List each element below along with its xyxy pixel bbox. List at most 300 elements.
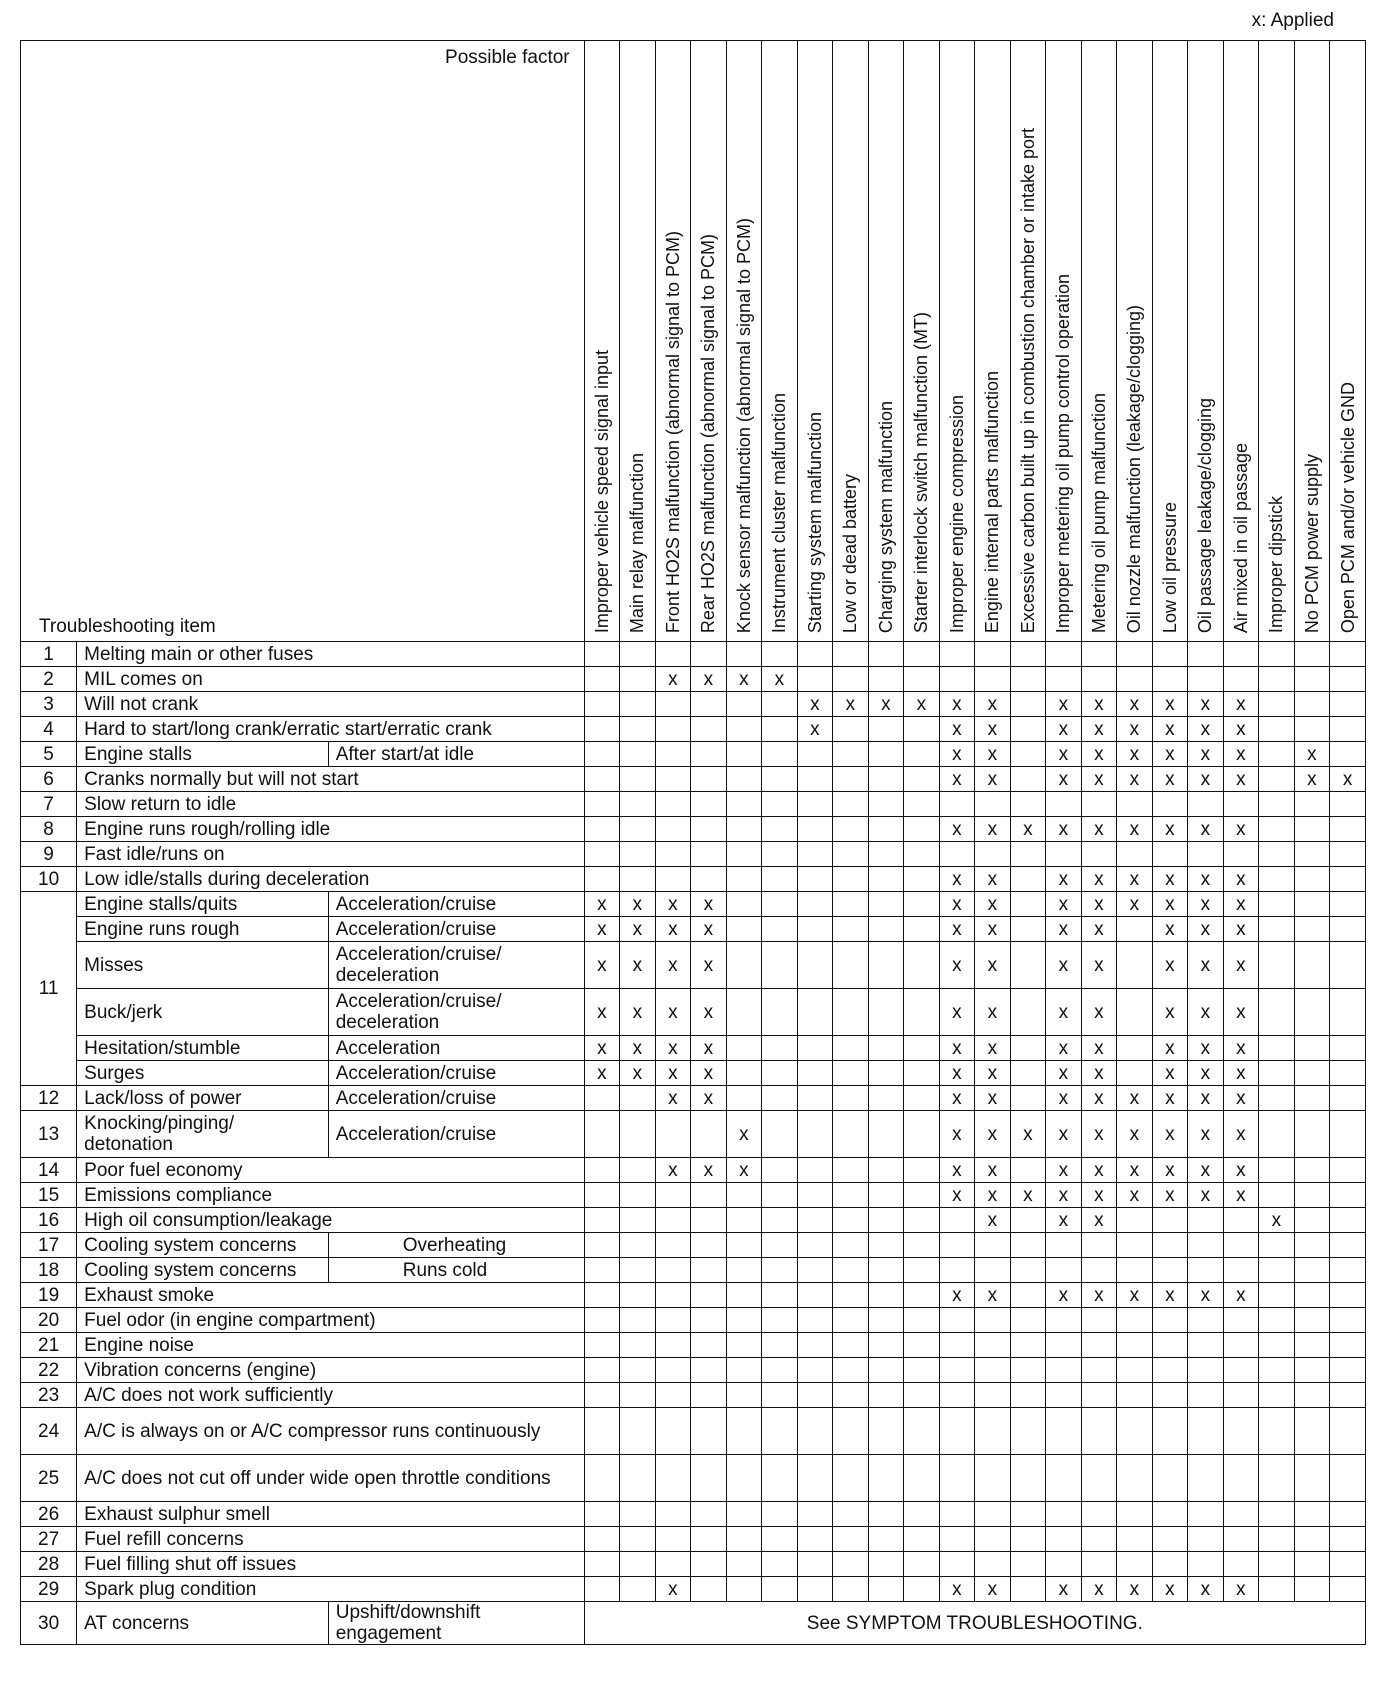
empty-cell: [1046, 1383, 1082, 1408]
empty-cell: [975, 1502, 1011, 1527]
factor-header: [620, 41, 656, 642]
empty-cell: [1010, 1308, 1046, 1333]
applied-mark: x: [1188, 1158, 1224, 1183]
empty-cell: [691, 717, 727, 742]
empty-cell: [797, 1061, 833, 1086]
applied-mark: x: [1117, 717, 1153, 742]
applied-mark: x: [939, 817, 975, 842]
item-label: Fast idle/runs on: [77, 842, 585, 867]
empty-cell: [1010, 667, 1046, 692]
empty-cell: [620, 1308, 656, 1333]
empty-cell: [762, 1208, 798, 1233]
item-label: Buck/jerk: [77, 989, 329, 1036]
empty-cell: [726, 1527, 762, 1552]
empty-cell: [655, 1233, 691, 1258]
item-condition: Acceleration/cruise/ deceleration: [328, 989, 584, 1036]
empty-cell: [762, 692, 798, 717]
empty-cell: [797, 917, 833, 942]
applied-mark: x: [939, 717, 975, 742]
empty-cell: [939, 1233, 975, 1258]
empty-cell: [1259, 1036, 1295, 1061]
applied-mark: x: [1188, 767, 1224, 792]
factor-header: [1188, 41, 1224, 642]
empty-cell: [797, 1552, 833, 1577]
empty-cell: [1081, 1333, 1117, 1358]
applied-mark: x: [1188, 1086, 1224, 1111]
empty-cell: [904, 1358, 940, 1383]
empty-cell: [1259, 1308, 1295, 1333]
empty-cell: [620, 1333, 656, 1358]
applied-mark: x: [691, 942, 727, 989]
empty-cell: [691, 792, 727, 817]
empty-cell: [1117, 1383, 1153, 1408]
empty-cell: [904, 717, 940, 742]
empty-cell: [1010, 742, 1046, 767]
empty-cell: [833, 717, 869, 742]
empty-cell: [584, 842, 620, 867]
empty-cell: [833, 1283, 869, 1308]
empty-cell: [584, 792, 620, 817]
factor-label: Air mixed in oil passage: [1230, 442, 1251, 633]
applied-mark: x: [691, 1036, 727, 1061]
empty-cell: [833, 1183, 869, 1208]
item-label: Slow return to idle: [77, 792, 585, 817]
empty-cell: [1010, 842, 1046, 867]
empty-cell: [797, 1455, 833, 1502]
applied-mark: x: [691, 917, 727, 942]
applied-mark: x: [1117, 867, 1153, 892]
empty-cell: [655, 1183, 691, 1208]
applied-mark: x: [975, 1283, 1011, 1308]
applied-mark: x: [1046, 1036, 1082, 1061]
empty-cell: [584, 642, 620, 667]
empty-cell: [1117, 1061, 1153, 1086]
empty-cell: [833, 1333, 869, 1358]
row-number: 20: [21, 1308, 77, 1333]
empty-cell: [762, 892, 798, 917]
applied-mark: x: [1188, 942, 1224, 989]
factor-header: [868, 41, 904, 642]
empty-cell: [1330, 1061, 1366, 1086]
empty-cell: [1294, 792, 1330, 817]
empty-cell: [1294, 817, 1330, 842]
empty-cell: [1010, 1208, 1046, 1233]
table-row: [21, 989, 1366, 1036]
empty-cell: [1259, 1408, 1295, 1455]
table-row: [21, 1527, 1366, 1552]
applied-mark: x: [1188, 1283, 1224, 1308]
empty-cell: [726, 1258, 762, 1283]
row-number: 15: [21, 1183, 77, 1208]
applied-mark: x: [1188, 892, 1224, 917]
empty-cell: [1010, 1036, 1046, 1061]
empty-cell: [904, 1333, 940, 1358]
empty-cell: [1259, 1061, 1295, 1086]
empty-cell: [1117, 1308, 1153, 1333]
empty-cell: [762, 717, 798, 742]
empty-cell: [762, 1258, 798, 1283]
empty-cell: [904, 767, 940, 792]
empty-cell: [620, 842, 656, 867]
table-row: [21, 1333, 1366, 1358]
applied-mark: x: [939, 1111, 975, 1158]
item-label: Engine stalls: [77, 742, 329, 767]
item-condition: Acceleration/cruise: [328, 1111, 584, 1158]
empty-cell: [1330, 1086, 1366, 1111]
empty-cell: [868, 667, 904, 692]
applied-mark: x: [939, 1061, 975, 1086]
applied-mark: x: [1046, 717, 1082, 742]
empty-cell: [1259, 1158, 1295, 1183]
empty-cell: [975, 1258, 1011, 1283]
applied-mark: x: [584, 892, 620, 917]
table-row: [21, 1552, 1366, 1577]
empty-cell: [1330, 742, 1366, 767]
empty-cell: [833, 1233, 869, 1258]
applied-mark: x: [1046, 1577, 1082, 1602]
empty-cell: [726, 1577, 762, 1602]
empty-cell: [655, 817, 691, 842]
empty-cell: [868, 1527, 904, 1552]
factor-label: Oil passage leakage/clogging: [1195, 397, 1216, 633]
applied-mark: x: [1223, 1577, 1259, 1602]
applied-mark: x: [1223, 917, 1259, 942]
empty-cell: [1259, 667, 1295, 692]
empty-cell: [1117, 1552, 1153, 1577]
empty-cell: [762, 1383, 798, 1408]
empty-cell: [1081, 1258, 1117, 1283]
empty-cell: [1117, 1455, 1153, 1502]
applied-mark: x: [1188, 1183, 1224, 1208]
applied-mark: x: [1010, 817, 1046, 842]
item-condition: Acceleration/cruise: [328, 917, 584, 942]
table-row: [21, 1602, 1366, 1645]
empty-cell: [762, 642, 798, 667]
empty-cell: [620, 1383, 656, 1408]
item-label: Poor fuel economy: [77, 1158, 585, 1183]
empty-cell: [833, 667, 869, 692]
empty-cell: [726, 1333, 762, 1358]
empty-cell: [762, 1502, 798, 1527]
empty-cell: [797, 817, 833, 842]
empty-cell: [762, 1086, 798, 1111]
empty-cell: [1330, 1308, 1366, 1333]
empty-cell: [655, 1408, 691, 1455]
header-row: [21, 41, 1366, 642]
applied-mark: x: [1223, 1183, 1259, 1208]
empty-cell: [1259, 989, 1295, 1036]
applied-mark: x: [620, 1061, 656, 1086]
empty-cell: [1259, 1502, 1295, 1527]
empty-cell: [1152, 1383, 1188, 1408]
empty-cell: [939, 642, 975, 667]
row-number: 19: [21, 1283, 77, 1308]
empty-cell: [1188, 1383, 1224, 1408]
applied-mark: x: [1152, 1111, 1188, 1158]
empty-cell: [1081, 667, 1117, 692]
empty-cell: [584, 667, 620, 692]
empty-cell: [1259, 1086, 1295, 1111]
applied-mark: x: [975, 717, 1011, 742]
factor-label: Improper engine compression: [946, 394, 967, 633]
empty-cell: [1330, 1036, 1366, 1061]
empty-cell: [904, 1455, 940, 1502]
factor-label: Excessive carbon built up in combustion chamber or intake port: [1017, 127, 1038, 633]
applied-mark: x: [1117, 1111, 1153, 1158]
applied-mark: x: [1152, 717, 1188, 742]
empty-cell: [1010, 1577, 1046, 1602]
empty-cell: [584, 1383, 620, 1408]
applied-mark: x: [691, 989, 727, 1036]
applied-mark: x: [1152, 989, 1188, 1036]
applied-mark: x: [975, 989, 1011, 1036]
applied-mark: x: [1188, 1061, 1224, 1086]
empty-cell: [620, 1258, 656, 1283]
applied-mark: x: [1081, 692, 1117, 717]
empty-cell: [1259, 1183, 1295, 1208]
empty-cell: [1330, 692, 1366, 717]
empty-cell: [1188, 792, 1224, 817]
empty-cell: [833, 742, 869, 767]
applied-mark: x: [620, 1036, 656, 1061]
applied-mark: x: [1046, 1183, 1082, 1208]
empty-cell: [904, 817, 940, 842]
applied-mark: x: [655, 1158, 691, 1183]
empty-cell: [868, 1183, 904, 1208]
applied-mark: x: [691, 667, 727, 692]
applied-mark: x: [975, 1061, 1011, 1086]
empty-cell: [655, 842, 691, 867]
empty-cell: [1259, 942, 1295, 989]
applied-mark: x: [1188, 1036, 1224, 1061]
applied-mark: x: [726, 667, 762, 692]
empty-cell: [1046, 1258, 1082, 1283]
empty-cell: [1259, 1527, 1295, 1552]
applied-mark: x: [1081, 989, 1117, 1036]
empty-cell: [1117, 1233, 1153, 1258]
empty-cell: [1294, 1258, 1330, 1283]
empty-cell: [1259, 642, 1295, 667]
empty-cell: [797, 892, 833, 917]
applied-mark: x: [1223, 1283, 1259, 1308]
empty-cell: [620, 692, 656, 717]
empty-cell: [655, 1502, 691, 1527]
empty-cell: [726, 1183, 762, 1208]
applied-mark: x: [1188, 742, 1224, 767]
applied-mark: x: [1117, 892, 1153, 917]
item-label: Vibration concerns (engine): [77, 1358, 585, 1383]
possible-factor-label: Possible factor: [445, 47, 570, 68]
applied-mark: x: [1223, 942, 1259, 989]
factor-label: Engine internal parts malfunction: [982, 370, 1003, 633]
empty-cell: [1152, 642, 1188, 667]
item-label: A/C does not work sufficiently: [77, 1383, 585, 1408]
empty-cell: [797, 1208, 833, 1233]
empty-cell: [1081, 1358, 1117, 1383]
empty-cell: [655, 1111, 691, 1158]
applied-mark: x: [655, 989, 691, 1036]
empty-cell: [1010, 717, 1046, 742]
applied-mark: x: [939, 867, 975, 892]
empty-cell: [655, 1358, 691, 1383]
applied-mark: x: [655, 892, 691, 917]
row-number: 18: [21, 1258, 77, 1283]
table-row: [21, 1283, 1366, 1308]
empty-cell: [726, 1502, 762, 1527]
empty-cell: [726, 1233, 762, 1258]
factor-label: Improper dipstick: [1266, 495, 1287, 633]
empty-cell: [691, 1502, 727, 1527]
empty-cell: [1010, 1158, 1046, 1183]
empty-cell: [762, 1036, 798, 1061]
applied-mark: x: [1081, 1111, 1117, 1158]
applied-mark: x: [1223, 692, 1259, 717]
empty-cell: [904, 1577, 940, 1602]
applied-mark: x: [1223, 1086, 1259, 1111]
empty-cell: [797, 1577, 833, 1602]
applied-mark: x: [1081, 1577, 1117, 1602]
item-label: Cooling system concerns: [77, 1233, 329, 1258]
empty-cell: [655, 1552, 691, 1577]
applied-mark: x: [1223, 742, 1259, 767]
empty-cell: [1330, 1208, 1366, 1233]
empty-cell: [975, 667, 1011, 692]
empty-cell: [1330, 917, 1366, 942]
empty-cell: [655, 1308, 691, 1333]
empty-cell: [584, 1577, 620, 1602]
empty-cell: [655, 1258, 691, 1283]
row-number: 3: [21, 692, 77, 717]
factor-label: Charging system malfunction: [875, 400, 896, 633]
empty-cell: [762, 1552, 798, 1577]
item-label: Engine stalls/quits: [77, 892, 329, 917]
empty-cell: [691, 1258, 727, 1283]
applied-mark: x: [939, 942, 975, 989]
factor-header: [1010, 41, 1046, 642]
empty-cell: [939, 1383, 975, 1408]
row-number: 11: [21, 892, 77, 1086]
table-row: [21, 1358, 1366, 1383]
empty-cell: [833, 642, 869, 667]
applied-mark: x: [1046, 692, 1082, 717]
empty-cell: [833, 1358, 869, 1383]
empty-cell: [762, 867, 798, 892]
applied-mark: x: [939, 1183, 975, 1208]
table-row: [21, 917, 1366, 942]
empty-cell: [1081, 1308, 1117, 1333]
applied-mark: x: [1152, 1061, 1188, 1086]
empty-cell: [655, 1383, 691, 1408]
applied-mark: x: [1259, 1208, 1295, 1233]
empty-cell: [1117, 1358, 1153, 1383]
applied-mark: x: [939, 1283, 975, 1308]
factor-label: Improper metering oil pump control operation: [1053, 273, 1074, 633]
empty-cell: [904, 1036, 940, 1061]
applied-mark: x: [1081, 892, 1117, 917]
item-label: Cooling system concerns: [77, 1258, 329, 1283]
applied-mark: x: [939, 692, 975, 717]
empty-cell: [1294, 642, 1330, 667]
empty-cell: [762, 1577, 798, 1602]
applied-mark: x: [1117, 742, 1153, 767]
row-number: 12: [21, 1086, 77, 1111]
table-row: [21, 817, 1366, 842]
factor-header: [584, 41, 620, 642]
applied-mark: x: [975, 742, 1011, 767]
empty-cell: [975, 1527, 1011, 1552]
empty-cell: [691, 1383, 727, 1408]
empty-cell: [726, 1552, 762, 1577]
empty-cell: [1330, 1455, 1366, 1502]
empty-cell: [1294, 1455, 1330, 1502]
empty-cell: [691, 1358, 727, 1383]
empty-cell: [1046, 1408, 1082, 1455]
row-number: 4: [21, 717, 77, 742]
empty-cell: [1046, 1527, 1082, 1552]
empty-cell: [1081, 1408, 1117, 1455]
empty-cell: [762, 942, 798, 989]
empty-cell: [833, 1111, 869, 1158]
applied-mark: x: [1330, 767, 1366, 792]
empty-cell: [939, 1208, 975, 1233]
table-row: [21, 892, 1366, 917]
empty-cell: [1081, 1502, 1117, 1527]
table-row: [21, 667, 1366, 692]
item-label: Exhaust sulphur smell: [77, 1502, 585, 1527]
applied-mark: x: [1223, 717, 1259, 742]
empty-cell: [1223, 1208, 1259, 1233]
empty-cell: [1117, 1527, 1153, 1552]
empty-cell: [797, 1527, 833, 1552]
applied-mark: x: [1081, 1158, 1117, 1183]
empty-cell: [904, 1408, 940, 1455]
empty-cell: [620, 1358, 656, 1383]
empty-cell: [975, 1233, 1011, 1258]
applied-mark: x: [1046, 767, 1082, 792]
empty-cell: [1188, 1208, 1224, 1233]
item-label: Emissions compliance: [77, 1183, 585, 1208]
empty-cell: [1330, 817, 1366, 842]
empty-cell: [904, 667, 940, 692]
empty-cell: [797, 842, 833, 867]
empty-cell: [868, 717, 904, 742]
empty-cell: [904, 1527, 940, 1552]
applied-mark: x: [1046, 1086, 1082, 1111]
factor-header: [691, 41, 727, 642]
empty-cell: [797, 792, 833, 817]
empty-cell: [904, 1552, 940, 1577]
empty-cell: [904, 842, 940, 867]
empty-cell: [1152, 1333, 1188, 1358]
applied-mark: x: [1046, 1111, 1082, 1158]
empty-cell: [939, 1258, 975, 1283]
empty-cell: [620, 667, 656, 692]
row-number: 30: [21, 1602, 77, 1645]
empty-cell: [584, 1502, 620, 1527]
empty-cell: [797, 642, 833, 667]
factor-label: Oil nozzle malfunction (leakage/clogging): [1124, 304, 1145, 633]
table-row: [21, 767, 1366, 792]
empty-cell: [1010, 1258, 1046, 1283]
empty-cell: [584, 1086, 620, 1111]
empty-cell: [762, 1308, 798, 1333]
applied-mark: x: [1046, 742, 1082, 767]
empty-cell: [584, 1158, 620, 1183]
empty-cell: [975, 792, 1011, 817]
empty-cell: [1188, 1308, 1224, 1333]
empty-cell: [1046, 1552, 1082, 1577]
empty-cell: [655, 1283, 691, 1308]
